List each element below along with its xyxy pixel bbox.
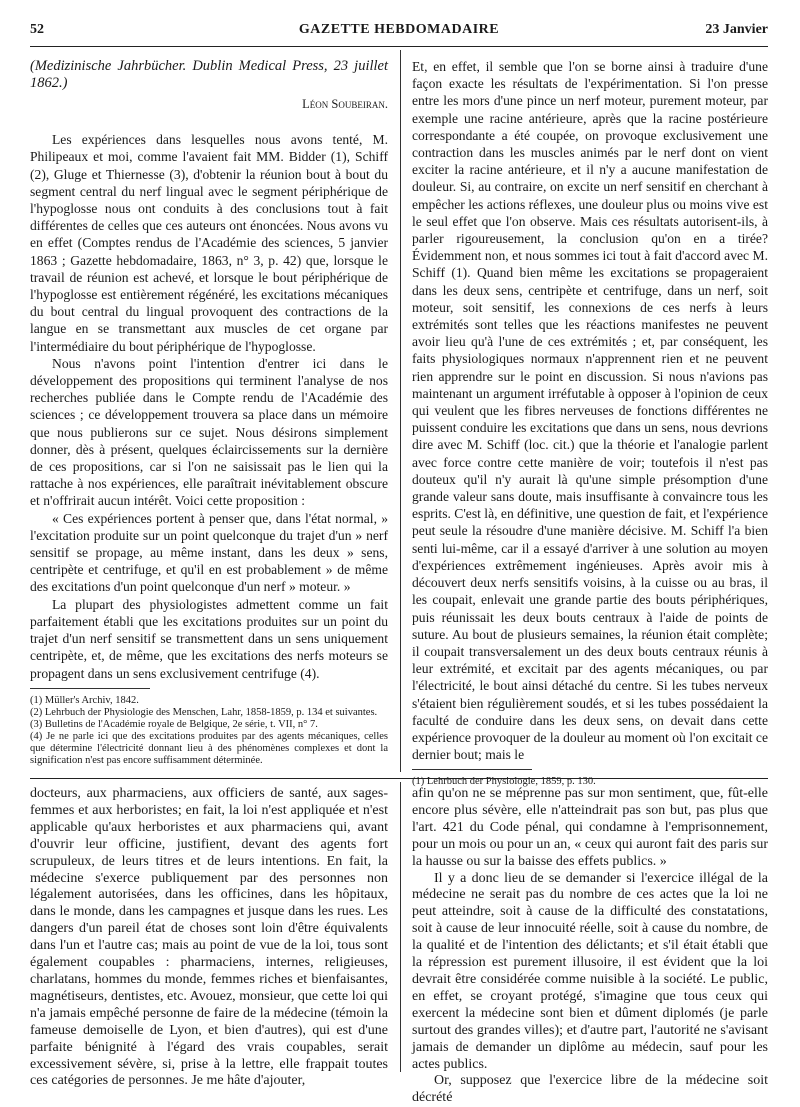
paragraph: Les expériences dans lesquelles nous avons tenté, M. Philipeaux et moi, comme l'avaient fait MM. Bidder (1), Schiff (2), Gluge et Thiernesse (3), d'obtenir la réunion bout à bout du segment central du nerf lingual avec le segment périphérique de l'hypoglosse nous ont conduits à des conclusions tout à fait différentes de celles que ces auteurs ont énoncées. Nous avons vu en effet (Comptes rendus de l'Académie des sciences, 5 janvier 1863 ; Gazette hebdomadaire, 1863, n° 3, p. 42) que, lorsque le travail de réunion est achevé, et lorsque le bout périphérique de l'hypoglosse est entièrement régénéré, les excitations mécaniques du bout central du lingual provoquent des contractions de la langue en se transmettant aux muscles de cet organe par l'intermédiaire du bout périphérique de l'hypoglosse. [30, 132, 388, 354]
running-header [30, 22, 768, 44]
header-rule [30, 46, 768, 47]
paragraph: Et, en effet, il semble que l'on se borne ainsi à traduire d'une façon exacte les résultats de l'expérimentation. Si l'on presse entre les mors d'une pince un nerf moteur, purement moteur, par exemple une racine antérieure, après que la racine postérieure correspondante a été coupée, on provoque exclusivement une contraction dans les muscles animés par le nerf dont on vient exciter la racine antérieure, et il n'y a aucune manifestation de douleur. Si, au contraire, on excite un nerf sensitif en cherchant à empêcher les actions réflexes, une douleur plus ou moins vive est le seul effet que l'on observe. Mais ces résultats autorisent-ils, à parler rigoureusement, la conclusion qu'on en a tirée? Évidemment non, et nous sommes ici tout à fait d'accord avec M. Schiff (1). Quand bien même les excitations se propageraient dans les deux sens, centripète et centrifuge, dans un nerf, soit moteur, soit sensitif, les connexions de ces nerfs à leurs extrémités sont telles que les réactions manifestes ne peuvent avoir lieu qu'à l'une de ces extrémités ; et, par conséquent, les faits physiologiques normaux n'apprennent rien et ne peuvent rien apprendre sur le point en discussion. Si nous n'avions pas maintenant un argument irréfutable à opposer à l'opinion de ceux qui veulent que les fibres nerveuses de fonctions différentes ne puissent conduire les excitations que dans un sens, nous devrions dire avec M. Schiff (loc. cit.) que la théorie et l'analogie parlent avec force contre cette manière de voir; toutefois il n'est pas douteux qu'il n'y aurait là qu'une simple présomption d'une grande valeur sans doute, mais insuffisante à convaincre tous les esprits. C'est là, en définitive, une question de fait, et l'expérience peut seule la résoudre d'une manière décisive. M. Schiff l'a bien senti lui-même, car il a essayé d'arriver à une solution au moyen d'expériences extrêmement ingénieuses. Après avoir mis à découvert deux nerfs sensitifs voisins, à la cuisse ou au bras, il les coupait, enlevait une grande partie des bouts périphériques, puis réunissait les deux bouts centraux à l'aide de points de suture. Au bout de plusieurs semaines, la réunion était complète; il coupait transversalement un des deux bouts centraux réunis à leur extrémité, et excitait par des agents mécaniques, ou par l'électricité, le bout ainsi détaché du centre. Si les tubes nerveux s'étaient bien régulièrement soudés, et si les tubes possédaient la faculté de conduire dans les deux sens, on devait dans cette expérience provoquer de la douleur au moment où l'on excitait ce dernier bout; mais le [412, 59, 768, 763]
paragraph: Or, supposez que l'exercice libre de la médecine soit décrété [412, 1073, 768, 1106]
upper-right-column [412, 58, 768, 788]
paragraph: Il y a donc lieu de se demander si l'exercice illégal de la médecine ne serait pas du nombre de ces actes que la loi ne peut atteindre, soit à cause de la difficulté des constatations, soit à cause de leur innocuité réelle, soit à cause du nombre, de la qualité et de l'intention des délictants; et s'il était établi que la répression est purement illusoire, il est évident que la loi devrait être considérée comme nuisible à la société. Le public, en effet, se croyant protégé, s'imagine que tous ceux qui exercent la médecine sont bien et dûment diplomés (je parle surtout des grandes villes); et d'autre part, l'autorité ne s'avisant jamais de demander un diplôme au médecin, sauf pour les actes publics. [412, 870, 768, 1072]
lower-left-column [30, 786, 388, 1090]
upper-left-column [30, 58, 388, 767]
issue-date: 23 Janvier [705, 22, 768, 37]
journal-title: GAZETTE HEBDOMADAIRE [298, 22, 500, 37]
footnote: (3) Bulletins de l'Académie royale de Belgique, 2e série, t. VII, n° 7. [30, 718, 318, 730]
footnote: (1) Müller's Archiv, 1842. [30, 694, 139, 706]
paragraph: afin qu'on ne se méprenne pas sur mon sentiment, que, fût-elle encore plus sévère, elle n'atteindrait pas son but, pas plus que l'art. 421 du Code pénal, qui condamne à l'emprisonnement, pour un mois ou pour un an, « ceux qui auront fait des paris sur la hausse ou sur la baisse des effets publics. » [412, 786, 768, 869]
section-rule [30, 778, 768, 779]
footnotes [30, 688, 388, 767]
column-divider [400, 782, 401, 1072]
column-divider [400, 50, 401, 772]
footnote: (1) Lehrbuch der Physiologie, 1859, p. 130. [412, 776, 596, 788]
footnote-rule [412, 769, 532, 770]
page-number: 52 [30, 22, 44, 37]
paragraph: La plupart des physiologistes admettent comme un fait parfaitement établi que les excitations produites sur un point du trajet d'un nerf sensitif se transmettent dans un sens uniquement centripète, et, de même, que les excitations des nerfs moteurs se propagent dans un sens exclusivement centrifuge (4). [30, 596, 388, 681]
footnote: (4) Je ne parle ici que des excitations produites par des agents mécaniques, celles que détermine l'électricité donnant lieu à des phénomènes complexes et dont la signification n'est pas encore suffisamment déterminée. [30, 730, 388, 766]
quoted-proposition: « Ces expériences portent à penser que, dans l'état normal, » l'excitation produite sur un point quelconque du trajet d'un » nerf sensitif se propage, au même instant, dans les deux » sens, centripète et centrifuge, et qu'il en est probablement » de même des excitations d'un point quelconque d'un nerf » moteur. » [30, 510, 388, 595]
lower-right-column [412, 786, 768, 1107]
author-signature: Léon Soubeiran. [302, 97, 388, 111]
footnote: (2) Lehrbuch der Physiologie des Menschen, Lahr, 1858-1859, p. 134 et suivantes. [30, 706, 378, 718]
paragraph: Nous n'avons point l'intention d'entrer ici dans le développement des propositions qui terminent l'analyse de nos recherches publiée dans le Compte rendu de l'Académie des sciences ; ce développement trouvera sa place dans un mémoire que nous publierons sur ce sujet. Nous désirons simplement donner, dès à présent, quelques éclaircissements sur la dernière de ces propositions, car si l'on ne saisissait pas le lien qui la rattache à nos expériences, elle paraîtrait inévitablement obscure et n'offrirait aucun intérêt. Voici cette proposition : [30, 355, 388, 509]
paragraph: docteurs, aux pharmaciens, aux officiers de santé, aux sages-femmes et aux herboristes; en fait, la loi n'est appliquée et n'est applicable qu'aux herboristes et aux pharmaciens qui, avant d'ouvrir leur officine, justifient, devant des agents fort scrupuleux, de leurs titres et de leurs intentions. En fait, la médecine s'exerce publiquement par des personnes non légalement autorisées, dans les officines, dans les hôpitaux, dans le monde, dans les campagnes et jusque dans les rues. Les dangers d'un pareil état de choses sont loin d'être équivalents dans l'un et l'autre cas; mais au point de vue de la loi, tous sont également coupables : pharmaciens, internes, religieuses, charlatans, hommes du monde, femmes riches et bienfaisantes, magnétiseurs, dentistes, etc. Avouez, monsieur, que cette loi qui n'a jamais empêché personne de faire de la médecine (témoin la fameuse demoiselle de Lyon, et bien d'autres), qui est d'une parfaite bénignité à l'égard des vrais coupables, serait excessivement sévère, si, prise à la lettre, elle frappait toutes ces catégories de personnes. Je me hâte d'ajouter, [30, 786, 388, 1089]
source-citation: (Medizinische Jahrbücher. Dublin Medical Press, 23 juillet 1862.) [30, 58, 388, 91]
footnote-rule [30, 688, 150, 689]
